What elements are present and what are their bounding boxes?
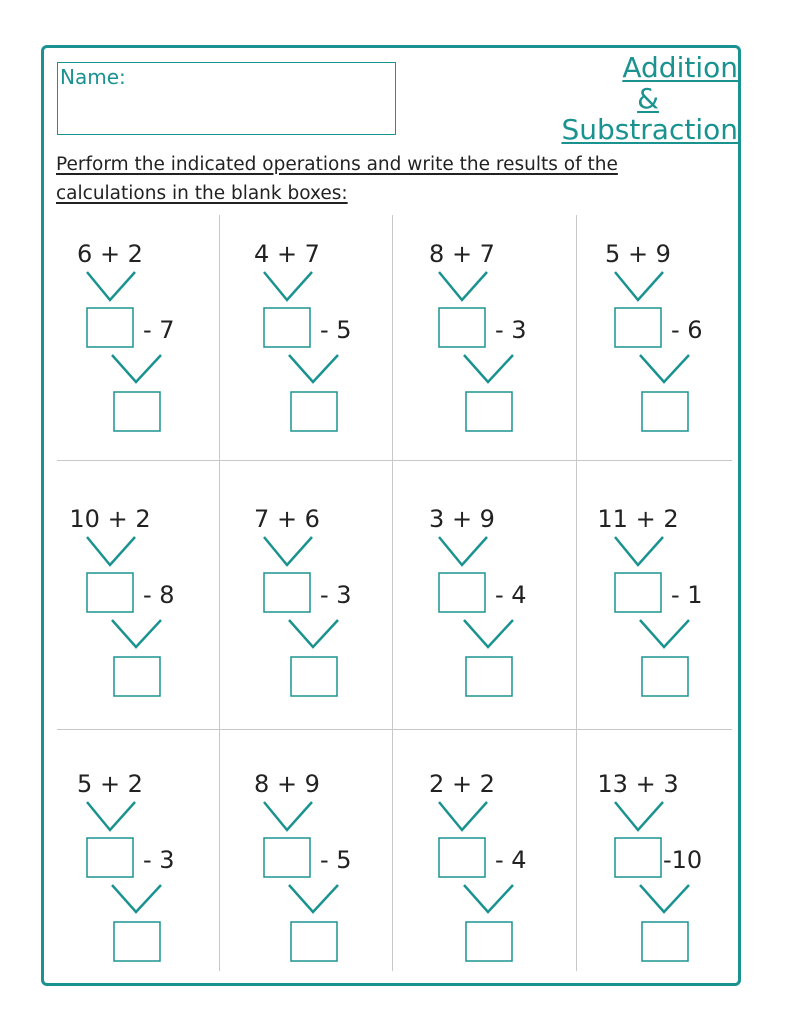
problem-cell (407, 240, 583, 490)
arrow-shape (112, 885, 161, 912)
problem-cell (232, 770, 408, 1020)
answer-box-sum[interactable] (87, 573, 133, 612)
problem-diagram (407, 240, 583, 490)
worksheet-title (518, 52, 738, 145)
answer-box-result[interactable] (642, 392, 688, 431)
arrow-shape (439, 802, 487, 830)
arrow-shape (289, 885, 338, 912)
answer-box-result[interactable] (291, 922, 337, 961)
problem-cell (55, 505, 231, 755)
addition-expression: 2 + 2 (429, 770, 495, 798)
answer-box-sum[interactable] (264, 573, 310, 612)
title-line-1: Addition (622, 51, 738, 84)
answer-box-result[interactable] (114, 922, 160, 961)
subtraction-operand: - 3 (495, 316, 527, 344)
arrow-shape (87, 272, 135, 300)
problem-cell (232, 240, 408, 490)
answer-box-result[interactable] (291, 392, 337, 431)
problem-diagram (407, 505, 583, 755)
name-label: Name: (60, 65, 126, 89)
arrow-shape (640, 355, 689, 382)
subtraction-operand: - 1 (671, 581, 703, 609)
addition-expression: 7 + 6 (254, 505, 320, 533)
problem-diagram (232, 770, 408, 1020)
arrow-shape (464, 620, 513, 647)
problem-diagram (407, 770, 583, 1020)
answer-box-sum[interactable] (439, 838, 485, 877)
addition-expression: 6 + 2 (77, 240, 143, 268)
addition-expression: 11 + 2 (597, 505, 679, 533)
subtraction-operand: - 4 (495, 581, 527, 609)
problem-diagram (583, 505, 759, 755)
problem-diagram (55, 240, 231, 490)
answer-box-result[interactable] (466, 922, 512, 961)
problem-diagram (55, 505, 231, 755)
answer-box-sum[interactable] (615, 308, 661, 347)
arrow-shape (439, 272, 487, 300)
answer-box-sum[interactable] (264, 838, 310, 877)
arrow-shape (289, 355, 338, 382)
answer-box-sum[interactable] (615, 838, 661, 877)
answer-box-result[interactable] (466, 657, 512, 696)
problem-diagram (232, 240, 408, 490)
subtraction-operand: - 5 (320, 846, 352, 874)
arrow-shape (640, 885, 689, 912)
arrow-shape (264, 272, 312, 300)
arrow-shape (264, 537, 312, 565)
answer-box-sum[interactable] (439, 308, 485, 347)
arrow-shape (464, 355, 513, 382)
subtraction-operand: - 5 (320, 316, 352, 344)
addition-expression: 13 + 3 (597, 770, 679, 798)
answer-box-result[interactable] (466, 392, 512, 431)
instructions-text: Perform the indicated operations and write the results of the calculations in the blank boxes: (56, 154, 618, 204)
addition-expression: 8 + 7 (429, 240, 495, 268)
answer-box-result[interactable] (642, 922, 688, 961)
addition-expression: 8 + 9 (254, 770, 320, 798)
subtraction-operand: - 6 (671, 316, 703, 344)
answer-box-sum[interactable] (439, 573, 485, 612)
problem-cell (583, 505, 759, 755)
subtraction-operand: - 3 (143, 846, 175, 874)
arrow-shape (615, 802, 663, 830)
answer-box-result[interactable] (291, 657, 337, 696)
answer-box-result[interactable] (642, 657, 688, 696)
addition-expression: 4 + 7 (254, 240, 320, 268)
problem-cell (407, 770, 583, 1020)
problem-cell (232, 505, 408, 755)
subtraction-operand: - 8 (143, 581, 175, 609)
arrow-shape (640, 620, 689, 647)
problem-cell (55, 240, 231, 490)
problem-diagram (583, 240, 759, 490)
problem-cell (407, 505, 583, 755)
arrow-shape (87, 537, 135, 565)
addition-expression: 5 + 9 (605, 240, 671, 268)
addition-expression: 5 + 2 (77, 770, 143, 798)
arrow-shape (289, 620, 338, 647)
answer-box-sum[interactable] (87, 308, 133, 347)
subtraction-operand: - 4 (495, 846, 527, 874)
addition-expression: 3 + 9 (429, 505, 495, 533)
subtraction-operand: - 7 (143, 316, 175, 344)
name-field[interactable] (57, 62, 396, 135)
answer-box-sum[interactable] (264, 308, 310, 347)
answer-box-result[interactable] (114, 392, 160, 431)
problem-cell (583, 240, 759, 490)
subtraction-operand: -10 (663, 846, 703, 874)
problem-diagram (232, 505, 408, 755)
problem-diagram (583, 770, 759, 1020)
answer-box-result[interactable] (114, 657, 160, 696)
arrow-shape (264, 802, 312, 830)
subtraction-operand: - 3 (320, 581, 352, 609)
arrow-shape (87, 802, 135, 830)
problem-diagram (55, 770, 231, 1020)
arrow-shape (615, 537, 663, 565)
arrow-shape (464, 885, 513, 912)
arrow-shape (439, 537, 487, 565)
arrow-shape (112, 355, 161, 382)
answer-box-sum[interactable] (87, 838, 133, 877)
answer-box-sum[interactable] (615, 573, 661, 612)
arrow-shape (615, 272, 663, 300)
addition-expression: 10 + 2 (69, 505, 151, 533)
problem-cell (583, 770, 759, 1020)
title-line-2: & (637, 82, 659, 115)
problem-cell (55, 770, 231, 1020)
title-line-3: Substraction (561, 113, 738, 146)
arrow-shape (112, 620, 161, 647)
